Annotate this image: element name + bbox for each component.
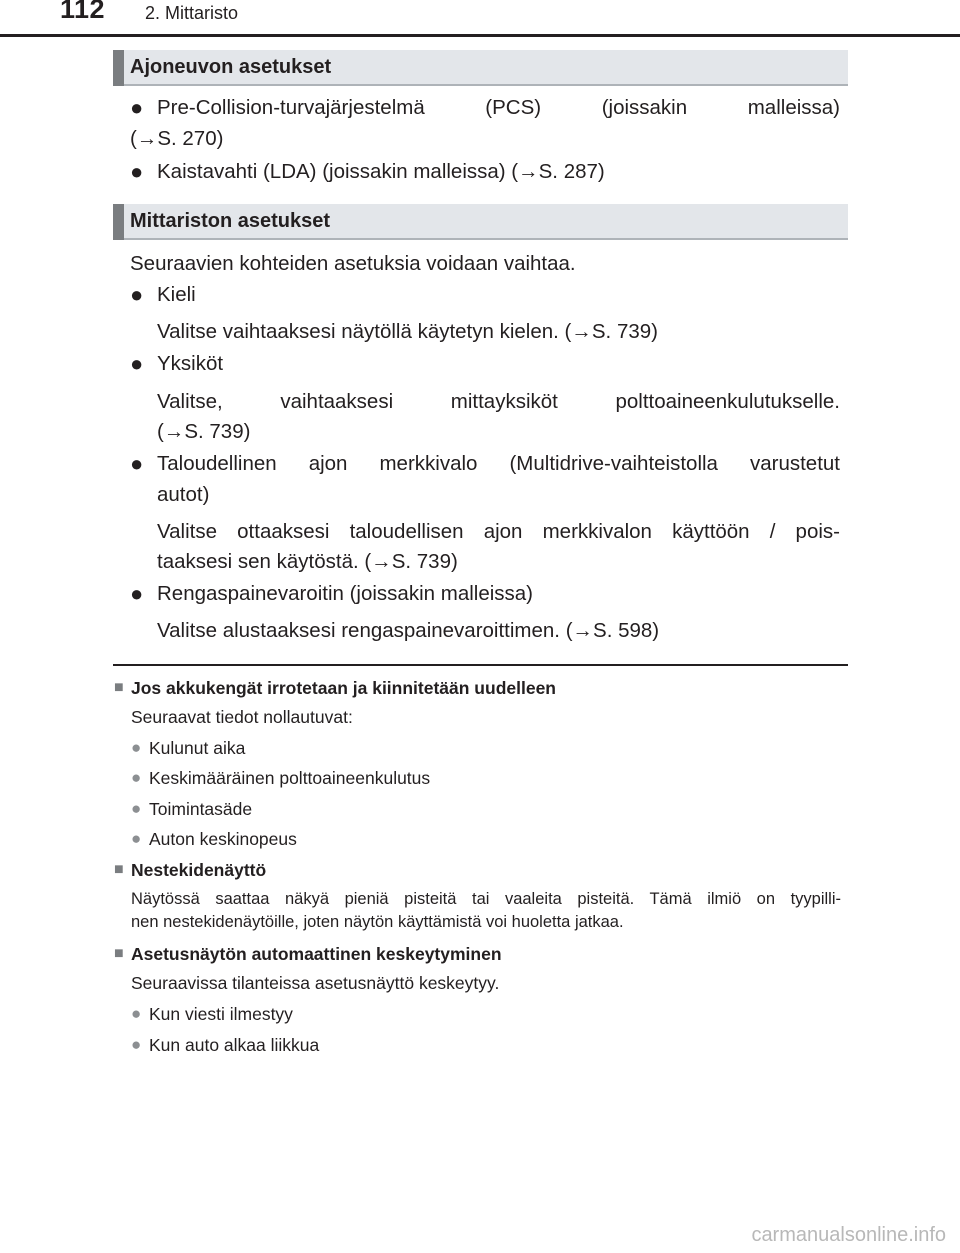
bullet-icon: ●: [130, 159, 144, 184]
page-number: 112: [60, 0, 106, 24]
section-header-vehicle-settings: [113, 50, 848, 86]
chapter-title: 2. Mittaristo: [145, 3, 239, 23]
note-heading-auto-cancel: Asetusnäytön automaattinen keskeytyminen: [131, 944, 502, 964]
note-heading-lcd: Nestekidenäyttö: [131, 860, 267, 880]
note-list-item: Kun viesti ilmestyy: [149, 1004, 293, 1024]
note-text: Seuraavat tiedot nollautuvat:: [131, 707, 353, 727]
list-item-lda: Kaistavahti (LDA) (joissakin malleissa) (→S. 287): [157, 160, 605, 183]
list-item-pcs: Pre-Collision-turvajärjestelmä (PCS) (joissakin malleissa): [157, 96, 840, 119]
note-heading-battery: Jos akkukengät irrotetaan ja kiinnitetään uudelleen: [131, 678, 556, 698]
intro-text: Seuraavien kohteiden asetuksia voidaan vaihtaa.: [130, 252, 576, 275]
bullet-icon: ●: [130, 282, 144, 307]
item-language-desc: Valitse vaihtaaksesi näytöllä käytetyn kielen. (→S. 739): [157, 320, 658, 343]
note-list-item: Auton keskinopeus: [149, 829, 297, 849]
section-accent: [113, 50, 124, 86]
small-bullet-icon: ●: [131, 829, 142, 848]
bullet-icon: ●: [130, 581, 144, 606]
footer-watermark: carmanualsonline.info: [751, 1224, 946, 1246]
note-text: Seuraavissa tilanteissa asetusnäyttö keskeytyy.: [131, 973, 500, 993]
bullet-icon: ●: [130, 451, 144, 476]
small-bullet-icon: ●: [131, 768, 142, 787]
square-icon: ■: [114, 679, 124, 696]
section-accent: [113, 204, 124, 240]
section-title: Mittariston asetukset: [130, 210, 331, 232]
note-list-item: Keskimääräinen polttoaineenkulutus: [149, 768, 431, 788]
header-rule: [0, 34, 960, 37]
note-text: Näytössä saattaa näkyä pieniä pisteitä tai vaaleita pisteitä. Tämä ilmiö on tyypilli-: [131, 890, 841, 908]
item-eco-desc-cont: taaksesi sen käytöstä. (→S. 739): [157, 550, 458, 573]
small-bullet-icon: ●: [131, 1035, 142, 1054]
square-icon: ■: [114, 861, 124, 878]
item-eco-label: Taloudellinen ajon merkkivalo (Multidrive-vaihteistolla varustetut: [157, 452, 840, 475]
small-bullet-icon: ●: [131, 738, 142, 757]
note-list-item: Kun auto alkaa liikkua: [149, 1035, 320, 1055]
notes-divider: [113, 664, 848, 666]
item-language-label: Kieli: [157, 283, 196, 306]
section-title: Ajoneuvon asetukset: [130, 56, 332, 78]
bullet-icon: ●: [130, 351, 144, 376]
note-list-item: Toimintasäde: [149, 799, 253, 819]
section-header-meter-settings: [113, 204, 848, 240]
small-bullet-icon: ●: [131, 1004, 142, 1023]
note-list-item: Kulunut aika: [149, 738, 246, 758]
item-units-label: Yksiköt: [157, 352, 224, 375]
item-units-ref: (→S. 739): [157, 420, 251, 443]
list-item-pcs-ref: (→S. 270): [130, 127, 224, 150]
bullet-icon: ●: [130, 95, 144, 120]
small-bullet-icon: ●: [131, 799, 142, 818]
item-tpws-label: Rengaspainevaroitin (joissakin malleissa): [157, 582, 534, 605]
note-text-cont: nen nestekidenäytöille, joten näytön käyttämistä voi huoletta jatkaa.: [131, 913, 624, 931]
item-units-desc: Valitse, vaihtaaksesi mittayksiköt polttoaineenkulutukselle.: [157, 390, 840, 413]
square-icon: ■: [114, 945, 124, 962]
item-eco-desc: Valitse ottaaksesi taloudellisen ajon merkkivalon käyttöön / pois-: [157, 520, 840, 543]
item-tpws-desc: Valitse alustaaksesi rengaspainevaroittimen. (→S. 598): [157, 619, 660, 642]
item-eco-label-cont: autot): [157, 483, 210, 506]
